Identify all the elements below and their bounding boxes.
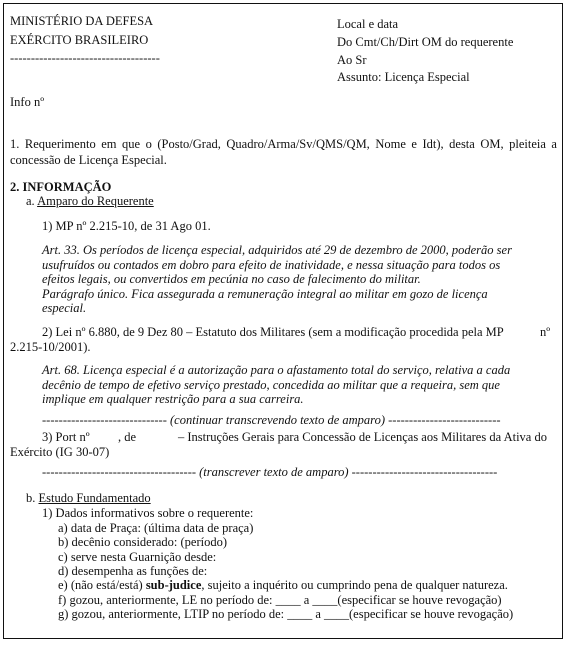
header-army: EXÉRCITO BRASILEIRO bbox=[10, 33, 149, 47]
header-ministry: MINISTÉRIO DA DEFESA bbox=[10, 14, 154, 28]
header-local-data: Local e data bbox=[337, 17, 399, 31]
section2b-heading: b. Estudo Fundamentado bbox=[26, 491, 151, 505]
lei-reference-line2: 2.215-10/2001). bbox=[10, 340, 91, 354]
transcrever-separator: ------------------------------------- (transcrever texto de amparo) ----------------------------------- bbox=[42, 465, 498, 479]
art68-line1: Art. 68. Licença especial é a autorização para o afastamento total do serviço, relativa a cada bbox=[42, 363, 511, 377]
art68-line3: implique em qualquer restrição para a sua carreira. bbox=[42, 392, 304, 406]
dados-item-f: f) gozou, anteriormente, LE no período de: ____ a ____(especificar se houve revogação) bbox=[58, 593, 502, 607]
section2-title: 2. INFORMAÇÃO bbox=[10, 180, 112, 194]
header-subject: Assunto: Licença Especial bbox=[337, 70, 470, 84]
dados-item-c: c) serve nesta Guarnição desde: bbox=[58, 550, 217, 564]
art33-line5: especial. bbox=[42, 301, 87, 315]
art33-line2: usufruídos ou contados em dobro para efeito de inatividade, e nessa situação para todos os bbox=[42, 258, 501, 272]
mp-reference: 1) MP nº 2.215-10, de 31 Ago 01. bbox=[42, 219, 211, 233]
art33-line4: Parágrafo único. Fica assegurada a remuneração integral ao militar em gozo de licença bbox=[42, 287, 488, 301]
port-description-line2: Exército (IG 30-07) bbox=[10, 445, 110, 459]
art33-line3: efeitos legais, ou convertidos em pecúnia no caso de falecimento do militar. bbox=[42, 272, 421, 286]
item1-line1: 1. Requerimento em que o (Posto/Grad, Quadro/Arma/Sv/QMS/QM, Nome e Idt), desta OM, pleiteia a bbox=[10, 137, 557, 151]
continuar-separator: ------------------------------ (continuar transcrevendo texto de amparo) --------------------------- bbox=[42, 413, 501, 427]
dados-title: 1) Dados informativos sobre o requerente: bbox=[42, 506, 254, 520]
port-description: – Instruções Gerais para Concessão de Licenças aos Militares da Ativa do bbox=[178, 430, 547, 444]
art68-line2: decênio de tempo de efetivo serviço prestado, concedida ao militar que a requeira, sem que bbox=[42, 378, 500, 392]
lei-mp-number: nº bbox=[540, 325, 551, 339]
port-date-label: , de bbox=[118, 430, 137, 444]
dados-item-e: e) (não está/está) sub-judice, sujeito a inquérito ou cumprindo pena de qualquer natureza. bbox=[58, 578, 508, 592]
section2a-title: Amparo do Requerente bbox=[37, 194, 154, 208]
dados-item-g: g) gozou, anteriormente, LTIP no período de: ____ a ____(especificar se houve revogação) bbox=[58, 607, 514, 621]
lei-reference: 2) Lei nº 6.880, de 9 Dez 80 – Estatuto dos Militares (sem a modificação procedida pela MP bbox=[42, 325, 504, 339]
art33-line1: Art. 33. Os períodos de licença especial, adquiridos até 29 de dezembro de 2000, poderão ser bbox=[42, 243, 512, 257]
section2b-title: Estudo Fundamentado bbox=[38, 491, 151, 505]
header-dashes: ------------------------------------ bbox=[10, 51, 160, 65]
header-to: Ao Sr bbox=[337, 53, 367, 67]
header-from: Do Cmt/Ch/Dirt OM do requerente bbox=[337, 35, 514, 49]
dados-item-b: b) decênio considerado: (período) bbox=[58, 535, 228, 549]
section2a-heading: a. Amparo do Requerente bbox=[26, 194, 154, 208]
item1-line2: concessão de Licença Especial. bbox=[10, 153, 167, 167]
sub-judice-term: sub-judice bbox=[145, 578, 202, 592]
dados-item-a: a) data de Praça: (última data de praça) bbox=[58, 521, 254, 535]
dados-item-d: d) desempenha as funções de: bbox=[58, 564, 208, 578]
port-label: 3) Port nº bbox=[42, 430, 90, 444]
info-number: Info nº bbox=[10, 95, 45, 109]
